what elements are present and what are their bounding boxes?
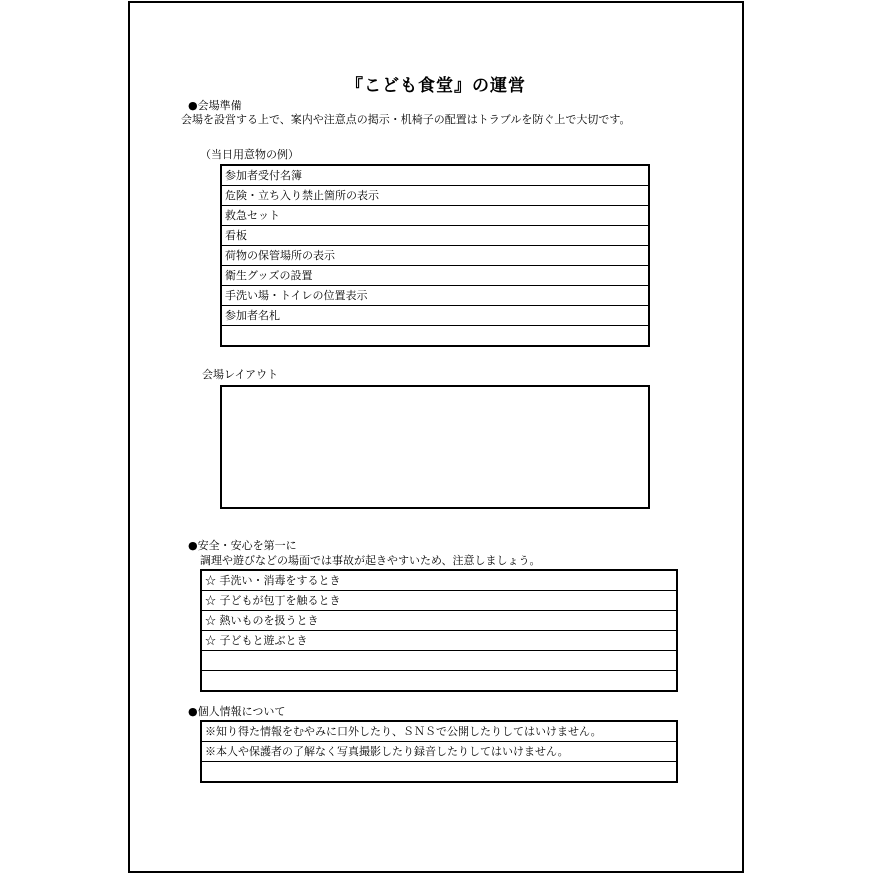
section-heading-privacy: ●個人情報について (188, 705, 286, 718)
day-items-table (220, 164, 650, 347)
table-row (221, 326, 649, 347)
privacy-table (200, 720, 678, 783)
table-row (221, 206, 649, 226)
safety-description: 調理や遊びなどの場面では事故が起きやすいため、注意しましょう。 (200, 554, 541, 567)
table-row (201, 762, 677, 783)
table-cell: 危険・立ち入り禁止箇所の表示 (221, 186, 649, 206)
table-cell: ☆ 子どもが包丁を触るとき (201, 591, 677, 611)
venue-layout-label: 会場レイアウト (202, 368, 279, 381)
table-row (201, 591, 677, 611)
table-cell (201, 762, 677, 783)
table-cell: 衛生グッズの設置 (221, 266, 649, 286)
table-row (221, 306, 649, 326)
section-heading-safety: ●安全・安心を第一に (188, 539, 297, 552)
items-example-label: （当日用意物の例） (200, 148, 299, 161)
table-row (221, 186, 649, 206)
table-cell: ☆ 熱いものを扱うとき (201, 611, 677, 631)
table-row (201, 631, 677, 651)
venue-prep-description: 会場を設営する上で、案内や注意点の掲示・机椅子の配置はトラブルを防ぐ上で大切です。 (170, 113, 631, 126)
table-row (201, 671, 677, 692)
table-row (221, 246, 649, 266)
table-cell: 荷物の保管場所の表示 (221, 246, 649, 266)
table-row (221, 266, 649, 286)
table-row (201, 721, 677, 742)
table-row (221, 165, 649, 186)
table-cell: ※本人や保護者の了解なく写真撮影したり録音したりしてはいけません。 (201, 742, 677, 762)
table-cell (221, 326, 649, 347)
page-title: 『こども食堂』の運営 (346, 76, 526, 96)
table-cell (201, 651, 677, 671)
table-cell: 手洗い場・トイレの位置表示 (221, 286, 649, 306)
table-row (201, 651, 677, 671)
table-cell: 看板 (221, 226, 649, 246)
table-row (221, 286, 649, 306)
table-row (221, 226, 649, 246)
table-cell: 参加者受付名簿 (221, 165, 649, 186)
table-row (201, 611, 677, 631)
table-cell: 参加者名札 (221, 306, 649, 326)
table-cell: ※知り得た情報をむやみに口外したり、ＳＮＳで公開したりしてはいけません。 (201, 721, 677, 742)
table-row (201, 742, 677, 762)
table-cell: ☆ 手洗い・消毒をするとき (201, 570, 677, 591)
table-row (201, 570, 677, 591)
safety-table (200, 569, 678, 692)
section-heading-venue-prep: ●会場準備 (188, 99, 242, 112)
venue-layout-box (220, 385, 650, 509)
table-cell (201, 671, 677, 692)
table-cell: ☆ 子どもと遊ぶとき (201, 631, 677, 651)
table-cell: 救急セット (221, 206, 649, 226)
document-page (128, 1, 744, 873)
